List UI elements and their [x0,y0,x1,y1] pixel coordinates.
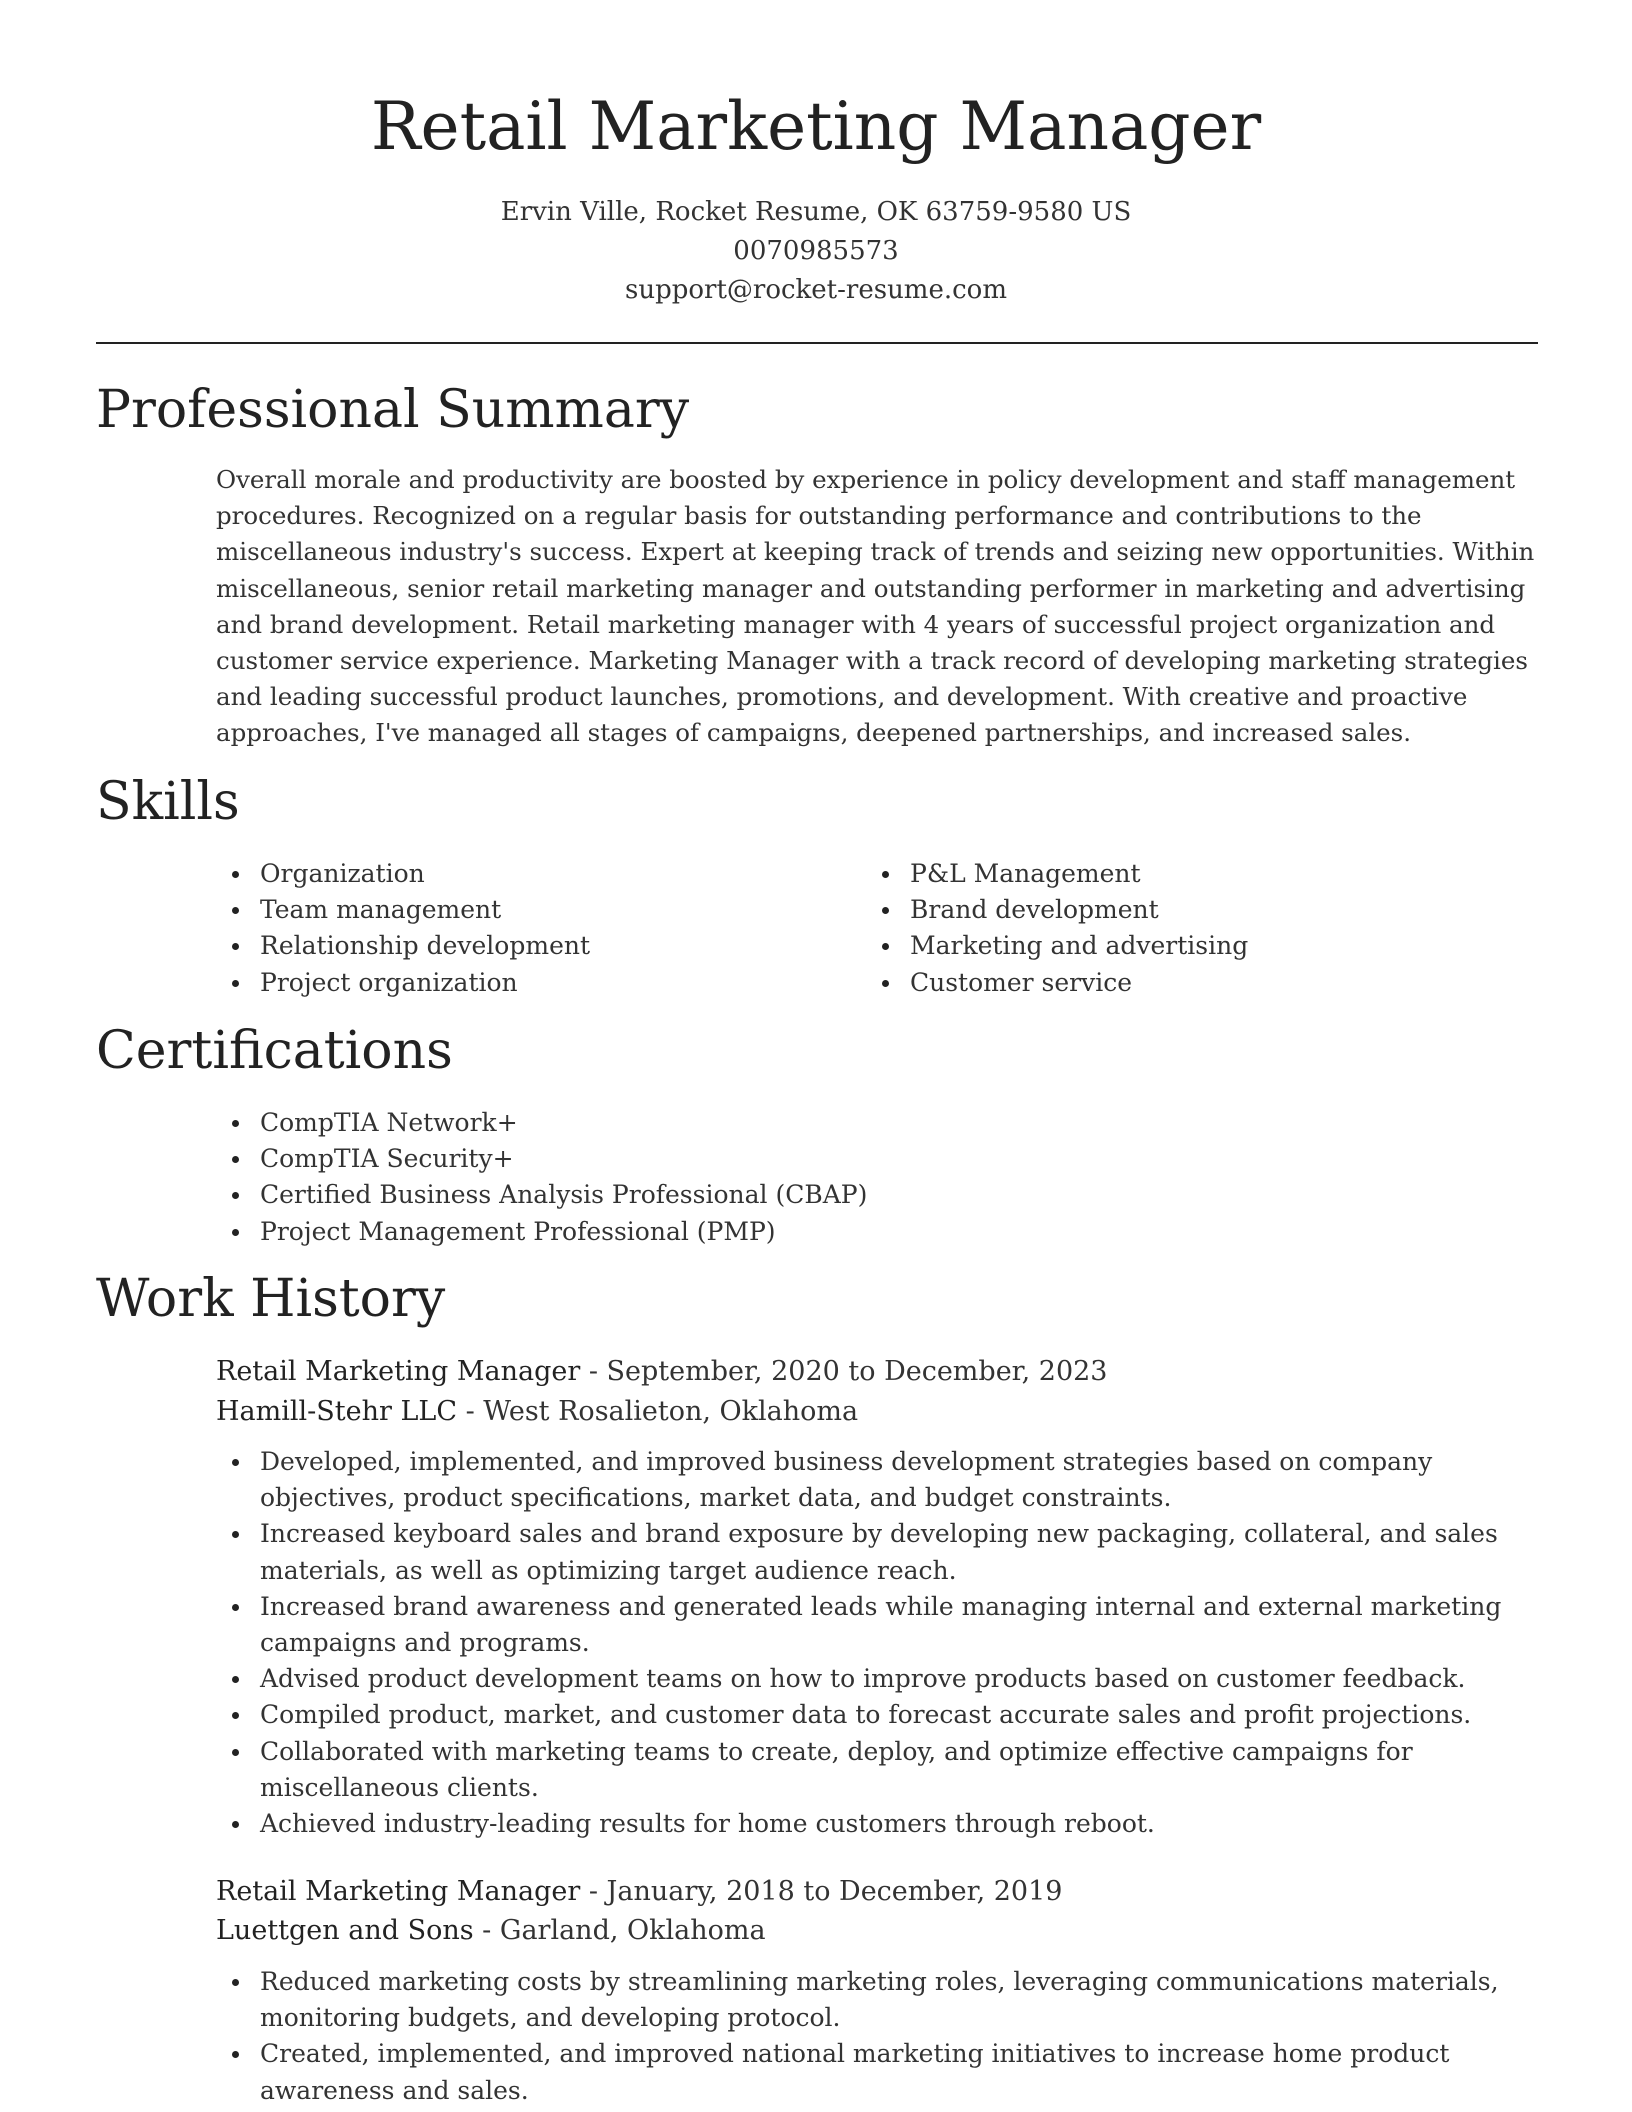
work-history-heading: Work History [96,1269,446,1329]
skill-item: Project organization [216,965,590,1001]
certification-item: Certified Business Analysis Professional (CBAP) [216,1177,867,1213]
skill-item: Brand development [866,892,1248,928]
certifications-heading: Certifications [96,1021,453,1081]
certification-item: CompTIA Security+ [216,1141,867,1177]
job-company: Hamill-Stehr LLC [216,1396,457,1427]
resume-title: Retail Marketing Manager [370,88,1262,165]
responsibility-item: Collaborated with marketing teams to create, deploy, and optimize effective campaigns for miscellaneous clients. [216,1734,1546,1806]
responsibility-item: Increased brand awareness and generated leads while managing internal and external marketing campaigns and programs. [216,1589,1546,1661]
skill-item: Team management [216,892,590,928]
contact-email: support@rocket-resume.com [624,275,1007,305]
skill-item: P&L Management [866,856,1248,892]
job-title-line [216,1352,1108,1392]
header-divider [96,342,1538,344]
job-location: - West Rosalieton, Oklahoma [457,1396,859,1427]
responsibility-item: Reduced marketing costs by streamlining marketing roles, leveraging communications materials, monitoring budgets, and developing protocol. [216,1964,1546,2036]
responsibility-item: Developed, implemented, and improved business development strategies based on company objectives, product specifications, market data, and budget constraints. [216,1444,1546,1516]
job-title-line [216,1872,1062,1912]
skills-column-right [866,856,1248,1001]
responsibility-item: Compiled product, market, and customer data to forecast accurate sales and profit projections. [216,1697,1546,1733]
skill-item: Relationship development [216,928,590,964]
responsibility-item: Advised product development teams on how to improve products based on customer feedback. [216,1661,1546,1697]
skill-item: Marketing and advertising [866,928,1248,964]
skills-heading: Skills [96,772,240,832]
skill-item: Customer service [866,965,1248,1001]
job-dates: - September, 2020 to December, 2023 [580,1356,1108,1387]
job-location: - Garland, Oklahoma [473,1915,766,1946]
certification-item: Project Management Professional (PMP) [216,1214,867,1250]
job-company-line [216,1911,766,1951]
job-dates: - January, 2018 to December, 2019 [580,1876,1063,1907]
contact-block [0,193,1632,310]
summary-text: Overall morale and productivity are boosted by experience in policy development and staff management procedures. Recognized on a regular basis for outstanding performance and contributions to the miscellaneous industry's success. Expert at keeping track of trends and seizing new opportunities. Within miscellaneous, senior retail marketing manager and outstanding performer in marketing and advertising and brand development. Retail marketing manager with 4 years of successful project organization and customer service experience. Marketing Manager with a track record of developing marketing strategies and leading successful product launches, promotions, and development. With creative and proactive approaches, I've managed all stages of campaigns, deepened partnerships, and increased sales. [216,465,1535,748]
certification-item: CompTIA Network+ [216,1105,867,1141]
responsibility-item: Achieved industry-leading results for home customers through reboot. [216,1806,1546,1842]
job-company-line [216,1392,858,1432]
responsibility-item: Created, implemented, and improved national marketing initiatives to increase home product awareness and sales. [216,2036,1546,2108]
job-responsibilities [216,1444,1546,1842]
skill-item: Organization [216,856,590,892]
job-title: Retail Marketing Manager [216,1356,581,1387]
summary-heading: Professional Summary [96,380,690,440]
certifications-list [216,1105,867,1250]
contact-phone: 0070985573 [733,236,899,266]
contact-address: Ervin Ville, Rocket Resume, OK 63759-9580 US [500,197,1132,227]
responsibility-item: Increased keyboard sales and brand exposure by developing new packaging, collateral, and sales materials, as well as optimizing target audience reach. [216,1516,1546,1588]
job-responsibilities [216,1964,1546,2109]
job-title: Retail Marketing Manager [216,1876,581,1907]
job-company: Luettgen and Sons [216,1915,474,1946]
skills-column-left [216,856,590,1001]
